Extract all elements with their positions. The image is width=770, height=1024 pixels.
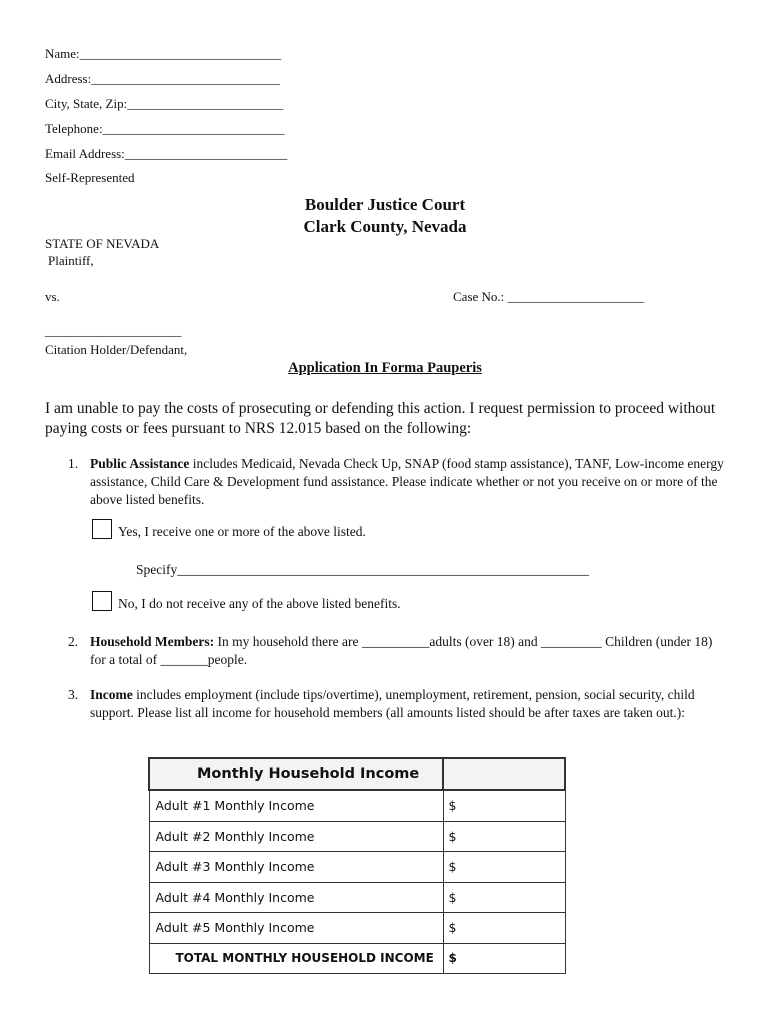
specify-field[interactable]: Specify_____________________________________________________________ (136, 562, 589, 577)
case-number-field[interactable]: Case No.: _____________________ (453, 289, 645, 304)
versus-label: vs. (45, 289, 60, 304)
table-row (149, 821, 565, 852)
item-text: includes Medicaid, Nevada Check Up, SNAP (food stamp assistance), TANF, Low-income energy assistance, Child Care & Development fund assistance. Please indicate whether or not you receive on or more of the above listed benefits. (90, 456, 724, 507)
court-name: Boulder Justice Court (304, 195, 466, 214)
total-label: TOTAL MONTHLY HOUSEHOLD INCOME (149, 943, 443, 973)
income-amount-field[interactable]: $ (443, 790, 565, 821)
table-row (149, 790, 565, 821)
table-header-blank (443, 758, 565, 790)
item-heading: Household Members: (90, 634, 215, 649)
list-item-income (68, 686, 728, 722)
row-label: Adult #5 Monthly Income (149, 913, 443, 944)
plaintiff-name: STATE OF NEVADA (45, 236, 160, 251)
document-title: Application In Forma Pauperis (288, 360, 482, 376)
row-label: Adult #2 Monthly Income (149, 821, 443, 852)
income-amount-field[interactable]: $ (443, 913, 565, 944)
item-number: 1. (68, 456, 79, 471)
item-number: 2. (68, 634, 79, 649)
yes-checkbox[interactable] (92, 519, 112, 539)
intro-paragraph: I am unable to pay the costs of prosecuting or defending this action. I request permission to proceed without paying costs or fees pursuant to NRS 12.015 based on the following: (45, 400, 716, 437)
income-table (148, 757, 566, 974)
item-heading: Income (90, 687, 133, 702)
defendant-role: Citation Holder/Defendant, (45, 342, 188, 357)
row-label: Adult #3 Monthly Income (149, 852, 443, 883)
table-row (149, 882, 565, 913)
item-heading: Public Assistance (90, 456, 190, 471)
table-header-row (149, 758, 565, 790)
row-label: Adult #1 Monthly Income (149, 790, 443, 821)
name-field[interactable]: Name:_______________________________ (45, 46, 282, 61)
email-field[interactable]: Email Address:_________________________ (45, 146, 288, 161)
no-option-label: No, I do not receive any of the above listed benefits. (118, 596, 401, 611)
table-header: Monthly Household Income (149, 758, 443, 790)
table-row (149, 852, 565, 883)
address-field[interactable]: Address:_____________________________ (45, 71, 280, 86)
defendant-name-field[interactable]: _____________________ (45, 323, 182, 338)
plaintiff-role: Plaintiff, (48, 253, 94, 268)
income-amount-field[interactable]: $ (443, 882, 565, 913)
yes-option-label: Yes, I receive one or more of the above listed. (118, 524, 366, 539)
court-county: Clark County, Nevada (303, 217, 467, 236)
total-amount-field[interactable]: $ (443, 943, 565, 973)
item-text: includes employment (include tips/overtime), unemployment, retirement, pension, social security, child support. Please list all income for household members (all amounts listed should be after taxes are taken out.): (90, 687, 695, 720)
list-item-household-members (68, 633, 728, 669)
income-amount-field[interactable]: $ (443, 852, 565, 883)
table-total-row (149, 943, 565, 973)
item-text: In my household there are __________adults (over 18) and _________ Children (under 18) for a total of _______people. (90, 634, 713, 667)
income-amount-field[interactable]: $ (443, 821, 565, 852)
self-represented-label: Self-Represented (45, 170, 135, 185)
list-item-public-assistance (68, 455, 728, 509)
telephone-field[interactable]: Telephone:____________________________ (45, 121, 285, 136)
no-checkbox[interactable] (92, 591, 112, 611)
city-state-zip-field[interactable]: City, State, Zip:________________________ (45, 96, 284, 111)
table-row (149, 913, 565, 944)
row-label: Adult #4 Monthly Income (149, 882, 443, 913)
item-number: 3. (68, 687, 79, 702)
